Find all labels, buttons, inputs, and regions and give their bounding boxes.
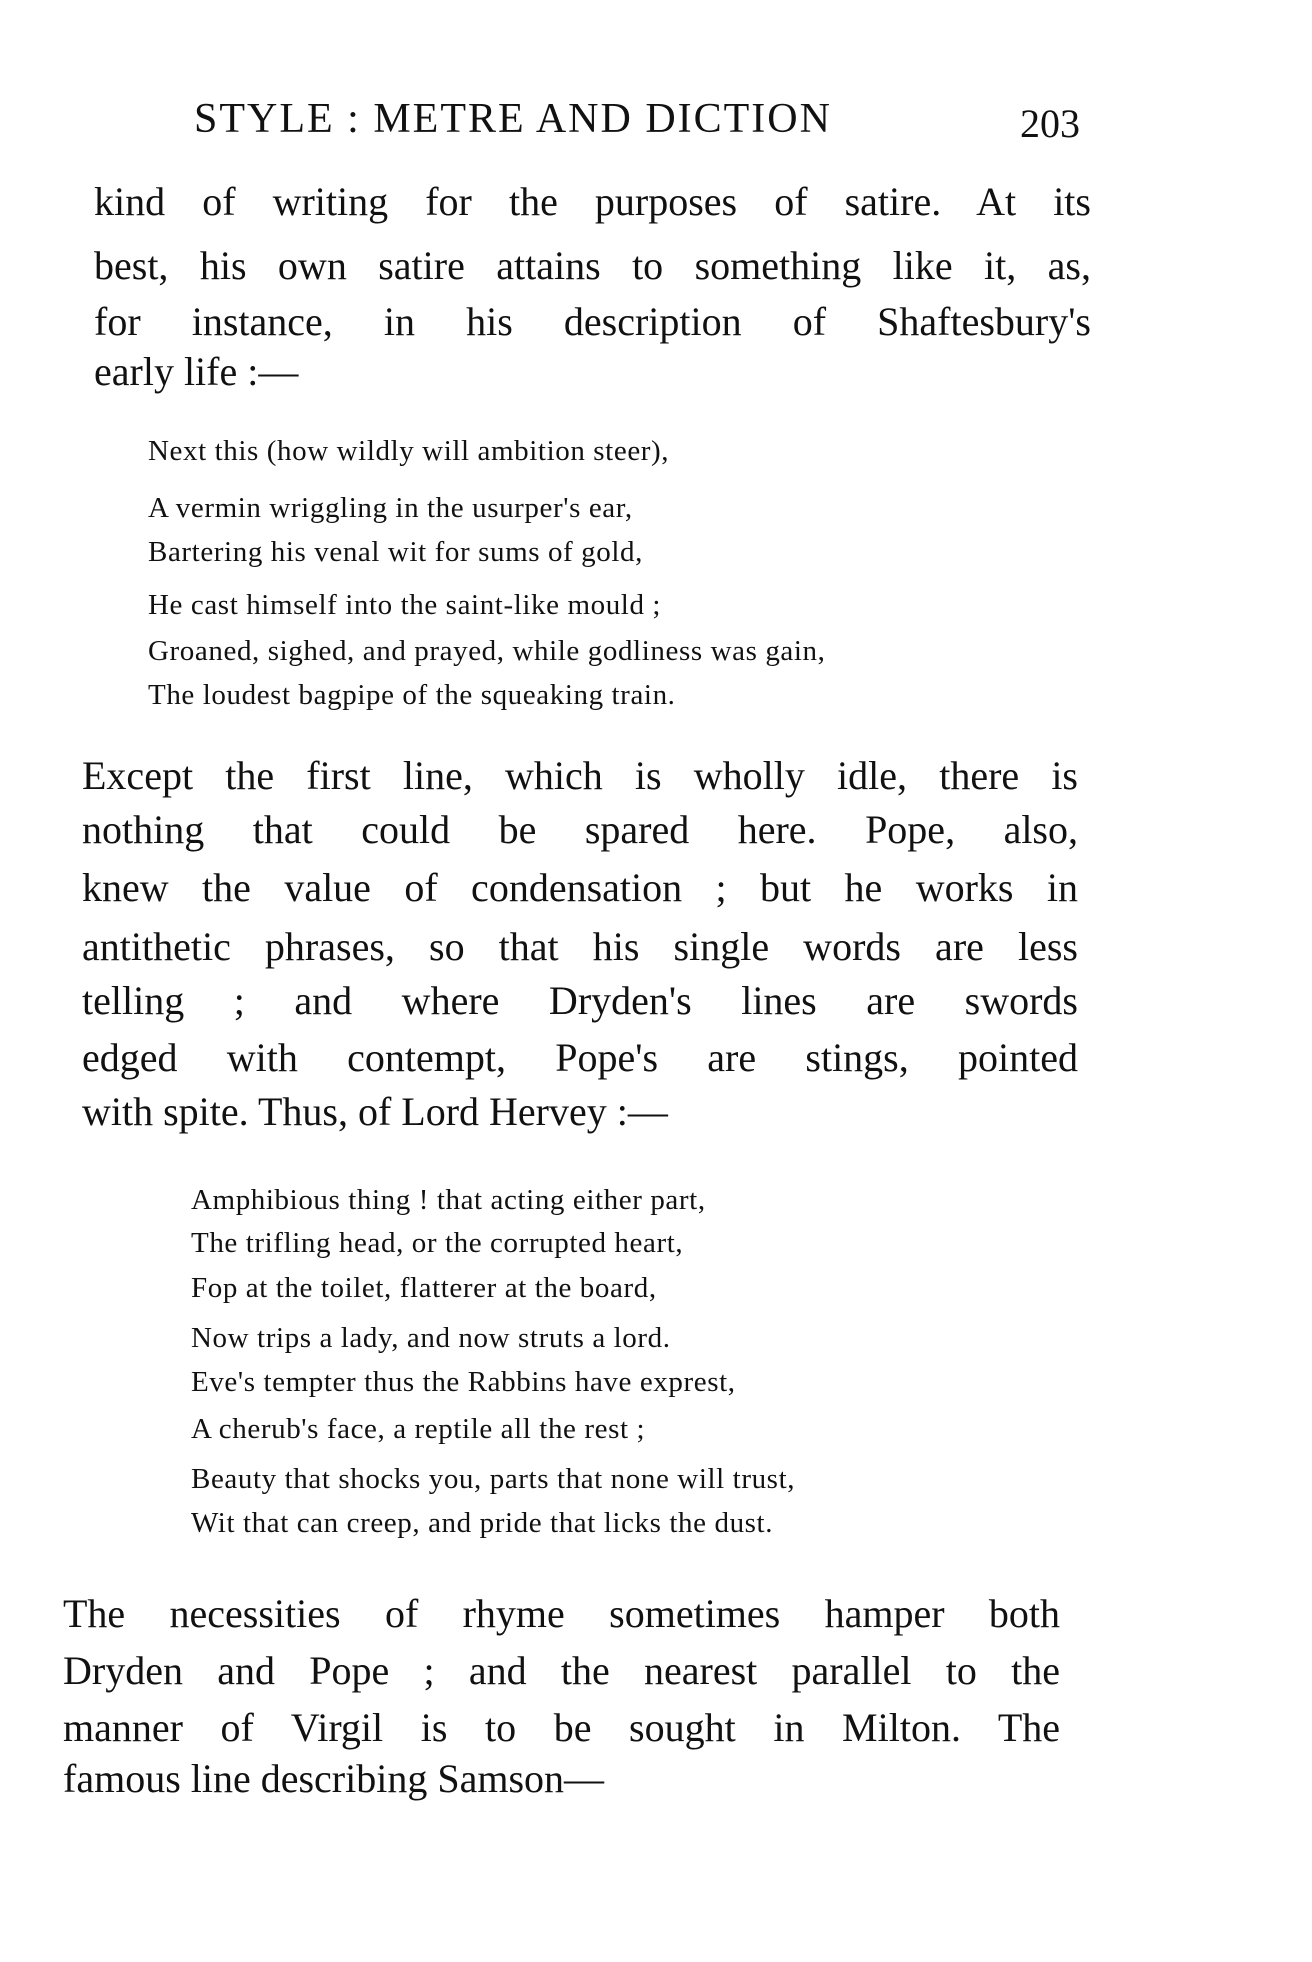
verse-line: Now trips a lady, and now struts a lord.	[191, 1322, 671, 1354]
verse-line: Wit that can creep, and pride that licks the dust.	[191, 1507, 774, 1539]
running-title: STYLE : METRE AND DICTION	[194, 96, 832, 142]
verse-line: A cherub's face, a reptile all the rest ;	[191, 1413, 646, 1445]
text-line: nothing that could be spared here. Pope, also,	[82, 807, 1078, 852]
text-line: Except the first line, which is wholly idle, there is	[82, 753, 1078, 798]
text-line: kind of writing for the purposes of satire. At its	[94, 179, 1091, 224]
text-line: best, his own satire attains to something like it, as,	[94, 243, 1091, 288]
text-line: manner of Virgil is to be sought in Milton. The	[63, 1705, 1060, 1750]
text-line: Dryden and Pope ; and the nearest parallel to the	[63, 1648, 1060, 1693]
text-line: edged with contempt, Pope's are stings, pointed	[82, 1035, 1078, 1080]
verse-line: Amphibious thing ! that acting either part,	[191, 1184, 706, 1216]
verse-line: A vermin wriggling in the usurper's ear,	[148, 492, 633, 524]
page-number: 203	[1020, 101, 1080, 146]
verse-line: Eve's tempter thus the Rabbins have exprest,	[191, 1366, 736, 1398]
verse-line: Bartering his venal wit for sums of gold,	[148, 536, 643, 568]
verse-line: Next this (how wildly will ambition steer),	[148, 435, 670, 467]
text-line: for instance, in his description of Shaftesbury's	[94, 299, 1091, 344]
text-line: antithetic phrases, so that his single words are less	[82, 924, 1078, 969]
verse-line: He cast himself into the saint-like mould ;	[148, 589, 662, 621]
text-line: early life :—	[94, 349, 299, 394]
text-line: famous line describing Samson—	[63, 1756, 605, 1801]
verse-line: Groaned, sighed, and prayed, while godliness was gain,	[148, 635, 826, 667]
verse-line: Fop at the toilet, flatterer at the board,	[191, 1272, 657, 1304]
verse-line: The trifling head, or the corrupted heart,	[191, 1227, 684, 1259]
text-line: The necessities of rhyme sometimes hamper both	[63, 1591, 1060, 1636]
verse-line: The loudest bagpipe of the squeaking train.	[148, 679, 676, 711]
text-line: telling ; and where Dryden's lines are swords	[82, 978, 1078, 1023]
verse-line: Beauty that shocks you, parts that none will trust,	[191, 1463, 796, 1495]
text-line: knew the value of condensation ; but he works in	[82, 865, 1078, 910]
text-line: with spite. Thus, of Lord Hervey :—	[82, 1089, 668, 1134]
